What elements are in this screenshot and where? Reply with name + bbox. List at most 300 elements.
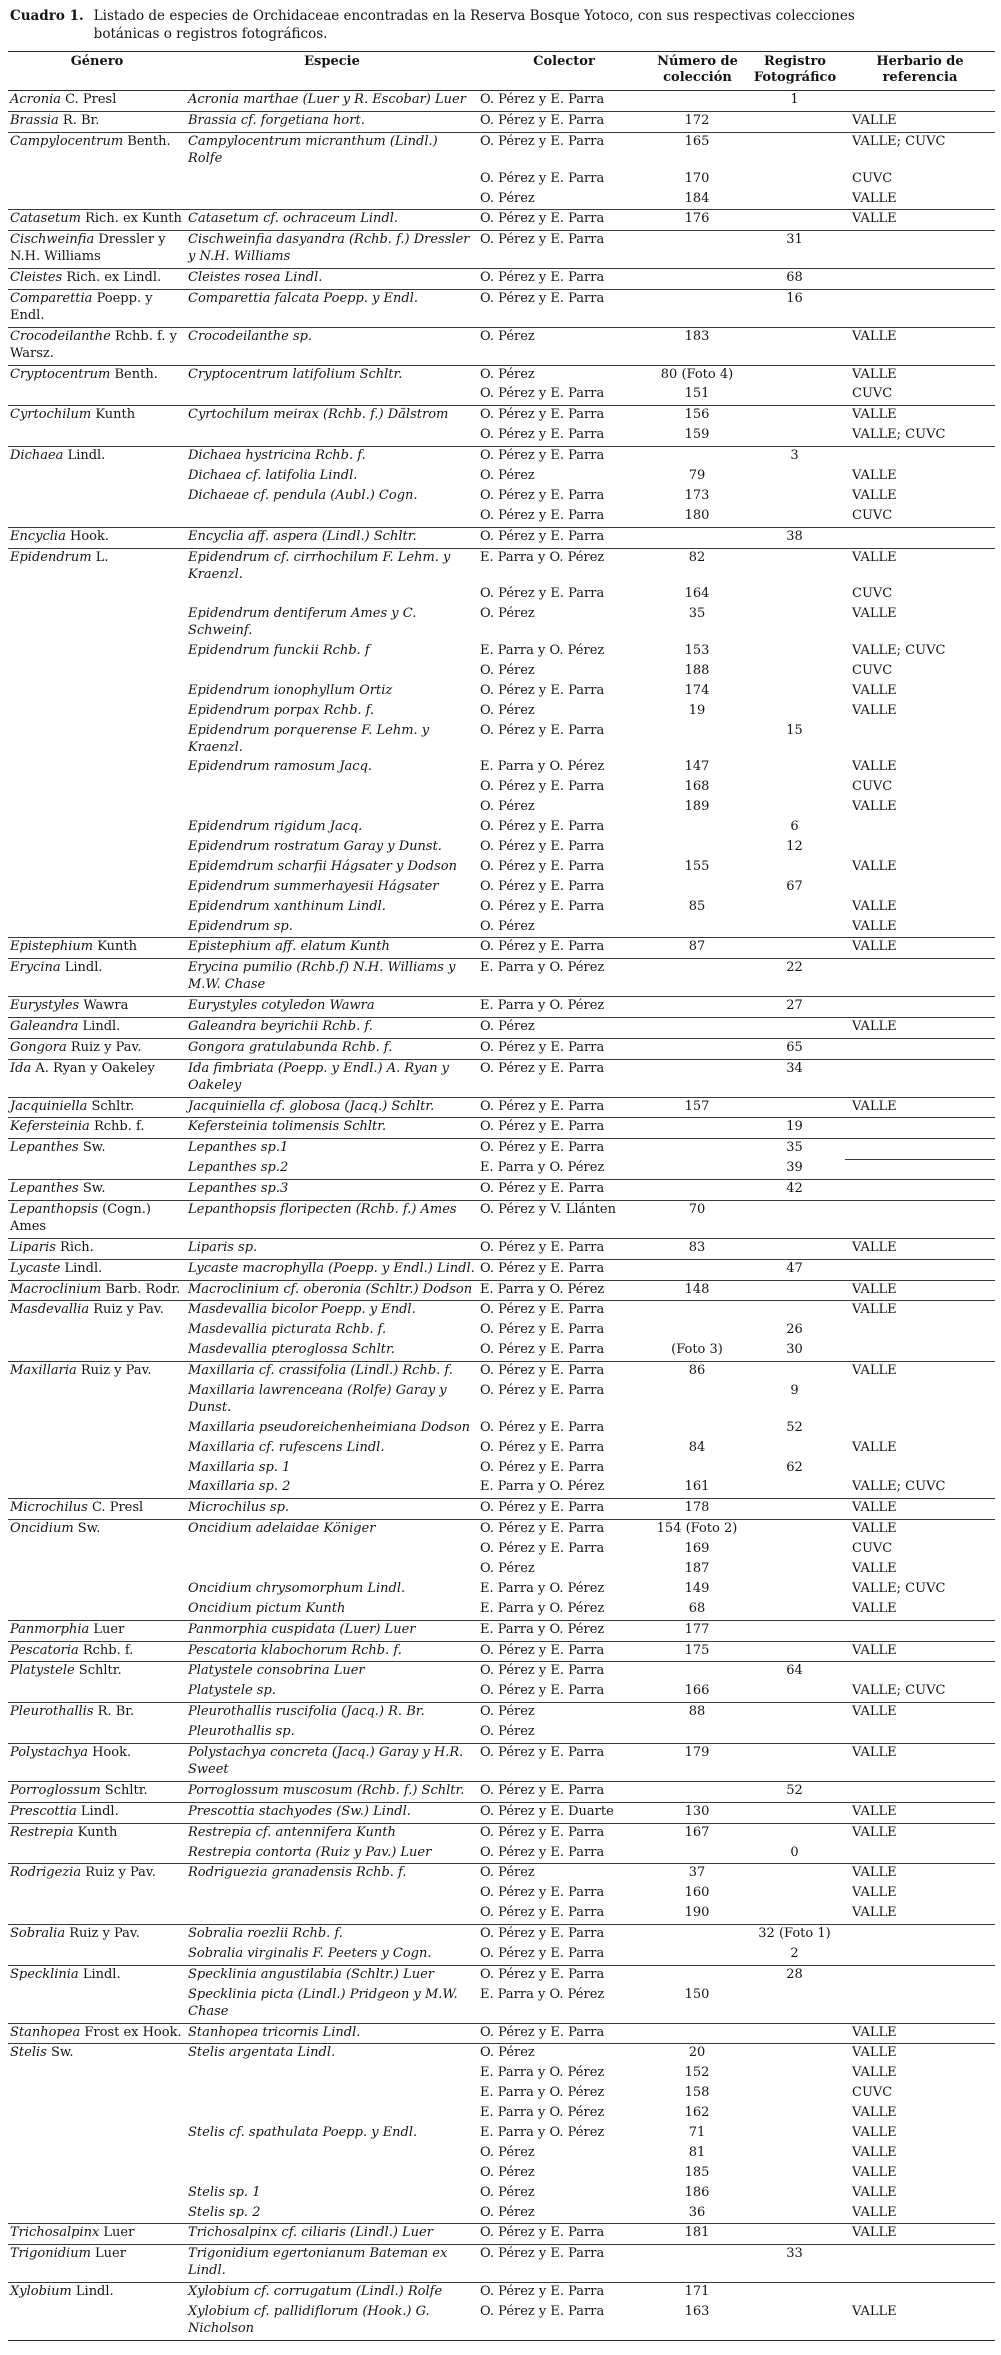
photo-record-cell: 42 bbox=[745, 1180, 845, 1201]
genus-cell bbox=[8, 1382, 186, 1419]
herbarium-cell: VALLE bbox=[852, 2105, 897, 2121]
photo-record-cell: 6 bbox=[790, 819, 799, 835]
genus-cell bbox=[8, 548, 186, 585]
herbarium-cell bbox=[845, 290, 995, 328]
herbarium-cell: VALLE; CUVC bbox=[852, 1580, 946, 1596]
photo-record-cell: 19 bbox=[745, 1118, 845, 1139]
species-row bbox=[8, 838, 995, 858]
collection-number-cell: 177 bbox=[650, 1620, 745, 1641]
species-row bbox=[8, 210, 995, 231]
collection-number-cell bbox=[650, 1723, 745, 1743]
collection-number-cell: 155 bbox=[684, 858, 710, 874]
species-row bbox=[8, 1823, 995, 1843]
genus-cell bbox=[8, 1802, 186, 1823]
species-cell bbox=[186, 798, 478, 818]
species-cell: Oncidium adelaidae Königer bbox=[186, 1520, 478, 1540]
collection-number-cell bbox=[650, 1662, 745, 1682]
photo-record-cell bbox=[745, 1802, 845, 1823]
collector-cell: E. Parra y O. Pérez bbox=[480, 2085, 605, 2101]
herbarium-cell: CUVC bbox=[852, 1541, 893, 1557]
collector-cell: O. Pérez y E. Parra bbox=[478, 1301, 650, 1321]
genus-author: Ruiz y Pav. bbox=[89, 1302, 164, 1318]
genus-cell bbox=[8, 1904, 186, 1924]
collector-cell: O. Pérez bbox=[480, 1724, 535, 1740]
species-cell: Lepanthes sp.2 bbox=[188, 1160, 289, 1176]
species-row bbox=[8, 1362, 995, 1382]
herbarium-cell: VALLE bbox=[852, 2124, 897, 2140]
collection-number-cell: 174 bbox=[684, 682, 710, 698]
genus-cell bbox=[8, 487, 186, 507]
collector-cell: O. Pérez y E. Parra bbox=[478, 1038, 650, 1059]
collection-number-cell: 83 bbox=[650, 1238, 745, 1259]
photo-record-cell bbox=[745, 170, 845, 190]
herbarium-cell: VALLE bbox=[852, 918, 897, 934]
herbarium-cell: VALLE bbox=[845, 1280, 995, 1301]
genus-author: Sw. bbox=[46, 2045, 74, 2061]
genus-cell bbox=[8, 170, 186, 190]
species-row bbox=[8, 1301, 995, 1321]
photo-record-cell bbox=[745, 2044, 845, 2064]
collector-cell: O. Pérez bbox=[478, 2044, 650, 2064]
herbarium-cell: VALLE bbox=[845, 1641, 995, 1662]
collection-number-cell: 163 bbox=[684, 2303, 710, 2319]
species-cell: Cyrtochilum meirax (Rchb. f.) Dãlstrom bbox=[186, 406, 478, 426]
collector-cell: O. Pérez y E. Parra bbox=[480, 1844, 605, 1860]
photo-record-cell bbox=[745, 2303, 845, 2340]
species-cell: Erycina pumilio (Rchb.f) N.H. Williams y M.W. Chase bbox=[186, 959, 478, 997]
herbarium-cell bbox=[845, 1781, 995, 1802]
herbarium-cell bbox=[845, 997, 995, 1018]
photo-record-cell bbox=[745, 2224, 845, 2245]
species-cell: Trigonidium egertonianum Bateman ex Lindl. bbox=[186, 2245, 478, 2283]
photo-record-cell bbox=[745, 2164, 845, 2184]
herbarium-cell bbox=[845, 447, 995, 467]
herbarium-cell: VALLE bbox=[845, 210, 995, 231]
herbarium-cell: VALLE bbox=[845, 112, 995, 133]
herbarium-cell bbox=[845, 878, 995, 898]
collector-cell: O. Pérez y E. Parra bbox=[480, 1459, 605, 1475]
genus-name: Lepanthopsis bbox=[10, 1202, 99, 1217]
genus-author: Hook. bbox=[65, 528, 109, 544]
collection-number-cell bbox=[650, 1321, 745, 1341]
collection-number-cell bbox=[650, 1382, 745, 1419]
collection-number-cell bbox=[650, 527, 745, 548]
herbarium-cell: VALLE bbox=[845, 406, 995, 426]
photo-record-cell bbox=[745, 1560, 845, 1580]
photo-record-cell: 52 bbox=[745, 1781, 845, 1802]
herbarium-cell: VALLE bbox=[845, 1097, 995, 1118]
collection-number-cell: 178 bbox=[650, 1499, 745, 1520]
photo-record-cell bbox=[745, 642, 845, 662]
herbarium-cell: VALLE; CUVC bbox=[852, 1683, 946, 1699]
herbarium-cell: VALLE bbox=[852, 1905, 897, 1921]
collection-number-cell: 176 bbox=[650, 210, 745, 231]
genus-cell bbox=[8, 1560, 186, 1580]
herbarium-cell bbox=[845, 231, 995, 269]
species-cell bbox=[186, 1904, 478, 1924]
species-row bbox=[8, 1382, 995, 1419]
collector-cell: E. Parra y O. Pérez bbox=[480, 2124, 605, 2140]
species-cell: Prescottia stachyodes (Sw.) Lindl. bbox=[186, 1802, 478, 1823]
genus-name: Maxillaria bbox=[10, 1363, 77, 1379]
collector-cell: O. Pérez y E. Parra bbox=[478, 527, 650, 548]
genus-cell bbox=[8, 1925, 186, 1945]
species-row bbox=[8, 190, 995, 210]
herbarium-cell: VALLE bbox=[852, 1439, 897, 1455]
photo-record-cell bbox=[745, 1499, 845, 1520]
genus-author: Lindl. bbox=[60, 1260, 103, 1276]
species-row bbox=[8, 1097, 995, 1118]
genus-cell bbox=[8, 1823, 186, 1843]
collector-cell: E. Parra y O. Pérez bbox=[480, 1986, 605, 2002]
genus-author: Wawra bbox=[79, 998, 129, 1014]
collector-cell: O. Pérez y E. Parra bbox=[478, 1520, 650, 1540]
collection-number-cell bbox=[650, 838, 745, 858]
herbarium-cell: VALLE bbox=[845, 1499, 995, 1520]
genus-name: Cryptocentrum bbox=[10, 366, 111, 382]
collector-cell: O. Pérez bbox=[480, 702, 535, 718]
genus-author: Luer bbox=[90, 2246, 126, 2262]
species-row bbox=[8, 231, 995, 269]
species-row bbox=[8, 1321, 995, 1341]
collection-number-cell: 36 bbox=[688, 2204, 706, 2220]
species-row bbox=[8, 2084, 995, 2104]
herbarium-cell bbox=[845, 818, 995, 838]
genus-cell bbox=[8, 2044, 186, 2064]
genus-cell bbox=[8, 426, 186, 446]
photo-record-cell: 34 bbox=[745, 1059, 845, 1097]
species-row bbox=[8, 1139, 995, 1159]
collection-number-cell: (Foto 3) bbox=[671, 1342, 723, 1358]
photo-record-cell: 68 bbox=[745, 269, 845, 290]
herbarium-cell: VALLE bbox=[852, 2184, 897, 2200]
herbarium-cell: VALLE bbox=[845, 1864, 995, 1884]
photo-record-cell: 65 bbox=[745, 1038, 845, 1059]
photo-record-cell: 30 bbox=[786, 1342, 803, 1358]
species-row bbox=[8, 426, 995, 446]
species-row bbox=[8, 132, 995, 169]
photo-record-cell bbox=[745, 2144, 845, 2164]
species-cell: Dichaeae cf. pendula (Aubl.) Cogn. bbox=[188, 487, 418, 503]
genus-name: Platystele bbox=[10, 1663, 75, 1679]
genus-author: Schltr. bbox=[100, 1782, 148, 1798]
genus-cell bbox=[8, 878, 186, 898]
collector-cell: O. Pérez y E. Parra bbox=[478, 1139, 650, 1159]
collector-cell: O. Pérez y E. Parra bbox=[478, 269, 650, 290]
herbarium-cell bbox=[845, 1259, 995, 1280]
collector-cell: O. Pérez bbox=[480, 2204, 535, 2220]
collection-number-cell: 169 bbox=[684, 1541, 710, 1557]
genus-name: Polystachya bbox=[10, 1745, 88, 1761]
genus-author: Frost ex Hook. bbox=[80, 2024, 182, 2040]
collector-cell: O. Pérez y E. Parra bbox=[480, 1683, 605, 1699]
herbarium-cell: VALLE bbox=[845, 365, 995, 385]
species-row bbox=[8, 878, 995, 898]
photo-record-cell bbox=[745, 1580, 845, 1600]
photo-record-cell bbox=[745, 112, 845, 133]
collection-number-cell: 165 bbox=[650, 132, 745, 169]
genus-author: (Cogn.) Ames bbox=[10, 1202, 151, 1234]
genus-cell bbox=[8, 858, 186, 878]
species-row bbox=[8, 2104, 995, 2124]
collection-number-cell: 160 bbox=[684, 1885, 710, 1901]
collection-number-cell bbox=[650, 959, 745, 997]
collector-cell: O. Pérez y E. Parra bbox=[480, 1439, 605, 1455]
genus-cell bbox=[8, 1844, 186, 1864]
photo-record-cell bbox=[745, 507, 845, 527]
genus-cell bbox=[8, 2084, 186, 2104]
species-cell: Sobralia roezlii Rchb. f. bbox=[186, 1925, 478, 1945]
collection-number-cell bbox=[650, 1459, 745, 1479]
collector-cell: O. Pérez y E. Parra bbox=[480, 2303, 605, 2319]
species-cell: Maxillaria sp. 2 bbox=[188, 1479, 291, 1495]
genus-cell bbox=[8, 447, 186, 467]
herbarium-cell bbox=[845, 1159, 995, 1179]
collection-number-cell: 82 bbox=[650, 548, 745, 585]
collector-cell: O. Pérez y E. Parra bbox=[478, 1362, 650, 1382]
species-cell: Jacquiniella cf. globosa (Jacq.) Schltr. bbox=[186, 1097, 478, 1118]
species-cell: Liparis sp. bbox=[186, 1238, 478, 1259]
collection-number-cell: 179 bbox=[650, 1744, 745, 1782]
collector-cell: O. Pérez y E. Parra bbox=[480, 1342, 605, 1358]
species-cell bbox=[186, 1884, 478, 1904]
genus-author: Ruiz y Pav. bbox=[81, 1865, 156, 1881]
genus-name: Gongora bbox=[10, 1039, 67, 1055]
species-row bbox=[8, 642, 995, 662]
collection-number-cell: 171 bbox=[650, 2283, 745, 2303]
species-cell: Pescatoria klabochorum Rchb. f. bbox=[186, 1641, 478, 1662]
herbarium-cell bbox=[845, 2283, 995, 2303]
collection-number-cell: 189 bbox=[684, 799, 710, 815]
species-cell: Porroglossum muscosum (Rchb. f.) Schltr. bbox=[186, 1781, 478, 1802]
genus-name: Cleistes bbox=[10, 270, 63, 286]
herbarium-cell bbox=[845, 1180, 995, 1201]
photo-record-cell bbox=[745, 938, 845, 959]
species-cell: Dichaea hystricina Rchb. f. bbox=[186, 447, 478, 467]
species-row bbox=[8, 385, 995, 405]
species-row bbox=[8, 1884, 995, 1904]
photo-record-cell bbox=[745, 487, 845, 507]
photo-record-cell bbox=[745, 682, 845, 702]
species-row bbox=[8, 170, 995, 190]
genus-name: Cischweinfia bbox=[10, 232, 95, 248]
collector-cell: O. Pérez y E. Parra bbox=[478, 210, 650, 231]
collection-number-cell: 188 bbox=[684, 662, 710, 678]
collector-cell: O. Pérez y E. Parra bbox=[478, 231, 650, 269]
species-row bbox=[8, 327, 995, 365]
species-row bbox=[8, 2023, 995, 2044]
species-cell bbox=[186, 2064, 478, 2084]
herbarium-cell: CUVC bbox=[852, 386, 893, 402]
genus-cell bbox=[8, 2104, 186, 2124]
herbarium-cell: CUVC bbox=[852, 2085, 893, 2101]
collection-number-cell: 161 bbox=[684, 1479, 710, 1495]
species-cell: Epidendrum cf. cirrhochilum F. Lehm. y Kraenzl. bbox=[186, 548, 478, 585]
genus-cell bbox=[8, 898, 186, 918]
species-row bbox=[8, 1560, 995, 1580]
species-cell: Pleurothallis sp. bbox=[188, 1724, 295, 1740]
species-cell: Specklinia picta (Lindl.) Pridgeon y M.W. Chase bbox=[188, 1986, 458, 2019]
species-cell: Maxillaria lawrenceana (Rolfe) Garay y Dunst. bbox=[188, 1383, 447, 1415]
species-row bbox=[8, 1499, 995, 1520]
photo-record-cell: 28 bbox=[745, 1965, 845, 1985]
species-row bbox=[8, 1540, 995, 1560]
genus-author: Kunth bbox=[91, 407, 136, 423]
genus-author: Rich. ex Kunth bbox=[80, 211, 182, 227]
herbarium-cell bbox=[845, 1382, 995, 1419]
collector-cell: E. Parra y O. Pérez bbox=[480, 643, 605, 659]
photo-record-cell bbox=[745, 1620, 845, 1641]
collection-number-cell: 88 bbox=[650, 1703, 745, 1723]
photo-record-cell bbox=[745, 605, 845, 642]
collector-cell: O. Pérez y E. Parra bbox=[478, 1744, 650, 1782]
genus-cell bbox=[8, 2164, 186, 2184]
collection-number-cell bbox=[650, 997, 745, 1018]
collection-number-cell bbox=[650, 2023, 745, 2044]
species-row bbox=[8, 898, 995, 918]
species-row bbox=[8, 1600, 995, 1620]
species-cell: Masdevallia bicolor Poepp. y Endl. bbox=[186, 1301, 478, 1321]
photo-record-cell bbox=[745, 2283, 845, 2303]
photo-record-cell bbox=[745, 190, 845, 210]
collector-cell: O. Pérez y E. Parra bbox=[480, 858, 605, 874]
genus-name: Crocodeilanthe bbox=[10, 328, 111, 344]
species-cell: Cleistes rosea Lindl. bbox=[186, 269, 478, 290]
genus-name: Macroclinium bbox=[10, 1281, 102, 1297]
herbarium-cell: VALLE bbox=[852, 1561, 897, 1577]
genus-name: Brassia bbox=[10, 113, 59, 129]
collector-cell: O. Pérez bbox=[480, 662, 535, 678]
herbarium-cell bbox=[845, 1139, 995, 1159]
collector-cell: O. Pérez y E. Parra bbox=[478, 1781, 650, 1802]
photo-record-cell: 12 bbox=[786, 838, 803, 854]
photo-record-cell: 33 bbox=[745, 2245, 845, 2283]
genus-name: Encyclia bbox=[10, 528, 66, 544]
collector-cell: O. Pérez bbox=[478, 1017, 650, 1038]
genus-name: Liparis bbox=[10, 1239, 56, 1255]
genus-name: Catasetum bbox=[10, 211, 81, 227]
species-row bbox=[8, 1620, 995, 1641]
herbarium-cell bbox=[845, 959, 995, 997]
collector-cell: E. Parra y O. Pérez bbox=[480, 1160, 605, 1176]
species-cell: Stelis sp. 2 bbox=[188, 2204, 261, 2220]
genus-author: Luer bbox=[99, 2225, 135, 2241]
collector-cell: E. Parra y O. Pérez bbox=[480, 1479, 605, 1495]
collection-number-cell bbox=[650, 1059, 745, 1097]
herbarium-cell: VALLE bbox=[852, 1885, 897, 1901]
genus-author: Ruiz y Pav. bbox=[76, 1363, 152, 1379]
herbarium-cell: VALLE bbox=[845, 548, 995, 585]
species-row bbox=[8, 1118, 995, 1139]
genus-cell bbox=[8, 1341, 186, 1361]
species-cell: Galeandra beyrichii Rchb. f. bbox=[186, 1017, 478, 1038]
species-row bbox=[8, 1580, 995, 1600]
collector-cell: E. Parra y O. Pérez bbox=[478, 548, 650, 585]
herbarium-cell bbox=[845, 1620, 995, 1641]
species-row bbox=[8, 1459, 995, 1479]
herbarium-cell bbox=[845, 2245, 995, 2283]
genus-author: Rich. bbox=[55, 1239, 94, 1255]
collector-cell: O. Pérez y E. Parra bbox=[478, 406, 650, 426]
collection-number-cell: 167 bbox=[650, 1823, 745, 1843]
genus-author: Lindl. bbox=[76, 1803, 119, 1819]
genus-name: Pleurothallis bbox=[10, 1704, 94, 1720]
species-row bbox=[8, 1925, 995, 1945]
species-cell: Masdevallia picturata Rchb. f. bbox=[188, 1322, 387, 1338]
species-cell: Cischweinfia dasyandra (Rchb. f.) Dressler y N.H. Williams bbox=[186, 231, 478, 269]
photo-record-cell bbox=[745, 918, 845, 938]
genus-author: Ruiz y Pav. bbox=[66, 1039, 142, 1055]
herbarium-cell: VALLE bbox=[845, 938, 995, 959]
genus-cell bbox=[8, 1478, 186, 1498]
photo-record-cell: 22 bbox=[745, 959, 845, 997]
species-row bbox=[8, 1723, 995, 1743]
species-cell: Polystachya concreta (Jacq.) Garay y H.R. Sweet bbox=[186, 1744, 478, 1782]
collection-number-cell bbox=[650, 1180, 745, 1201]
genus-name: Campylocentrum bbox=[10, 133, 124, 149]
species-cell: Maxillaria cf. rufescens Lindl. bbox=[188, 1439, 385, 1455]
species-row bbox=[8, 2124, 995, 2144]
species-row bbox=[8, 1965, 995, 1985]
collection-number-cell: 19 bbox=[688, 702, 706, 718]
collection-number-cell: 70 bbox=[650, 1201, 745, 1239]
species-row bbox=[8, 1419, 995, 1439]
collection-number-cell bbox=[650, 1925, 745, 1945]
species-row bbox=[8, 682, 995, 702]
photo-record-cell bbox=[745, 1600, 845, 1620]
collection-number-cell: 173 bbox=[684, 487, 710, 503]
collection-number-cell: 172 bbox=[650, 112, 745, 133]
photo-record-cell bbox=[745, 1744, 845, 1782]
photo-record-cell bbox=[745, 2023, 845, 2044]
genus-cell bbox=[8, 1864, 186, 1884]
herbarium-cell bbox=[845, 1965, 995, 1985]
photo-record-cell bbox=[745, 778, 845, 798]
species-cell: Epidendrum ionophyllum Ortiz bbox=[188, 682, 393, 698]
collector-cell: O. Pérez y E. Parra bbox=[478, 2023, 650, 2044]
genus-cell bbox=[8, 1059, 186, 1097]
genus-cell bbox=[8, 1540, 186, 1560]
genus-name: Stelis bbox=[10, 2045, 47, 2061]
species-row bbox=[8, 798, 995, 818]
genus-author: R. Br. bbox=[58, 113, 100, 129]
collection-number-cell: 150 bbox=[684, 1986, 710, 2002]
photo-record-cell bbox=[745, 1904, 845, 1924]
genus-cell bbox=[8, 722, 186, 759]
species-cell bbox=[186, 778, 478, 798]
herbarium-cell: CUVC bbox=[852, 779, 893, 795]
collector-cell: O. Pérez bbox=[480, 468, 535, 484]
species-cell: Microchilus sp. bbox=[186, 1499, 478, 1520]
genus-author: Ruiz y Pav. bbox=[65, 1926, 140, 1942]
collector-cell: O. Pérez y E. Parra bbox=[478, 1180, 650, 1201]
collection-number-cell: 71 bbox=[688, 2124, 706, 2140]
photo-record-cell bbox=[745, 1884, 845, 1904]
species-cell: Oncidium chrysomorphum Lindl. bbox=[188, 1580, 406, 1596]
collector-cell: E. Parra y O. Pérez bbox=[480, 759, 605, 775]
species-row bbox=[8, 938, 995, 959]
genus-cell bbox=[8, 91, 186, 112]
collection-number-cell bbox=[650, 1844, 745, 1864]
genus-cell bbox=[8, 112, 186, 133]
genus-cell bbox=[8, 997, 186, 1018]
photo-record-cell bbox=[745, 1641, 845, 1662]
genus-cell bbox=[8, 1600, 186, 1620]
genus-cell bbox=[8, 642, 186, 662]
genus-name: Lycaste bbox=[10, 1260, 61, 1276]
species-row bbox=[8, 702, 995, 722]
genus-author: Poepp. y Endl. bbox=[10, 291, 153, 323]
